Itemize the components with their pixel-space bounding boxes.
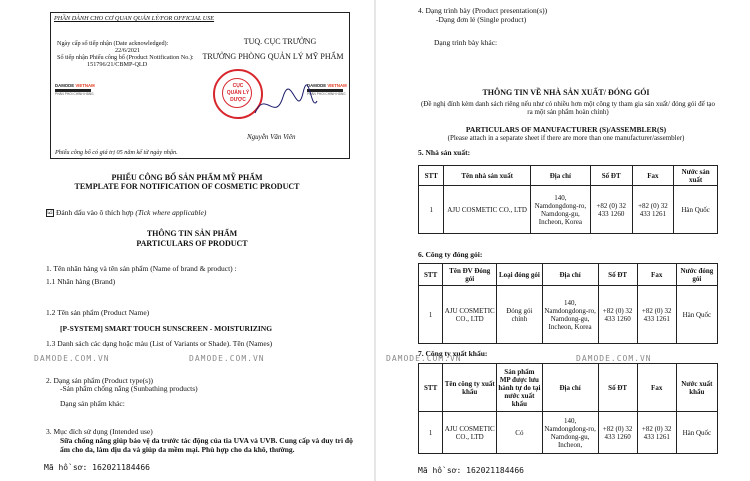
t5-cell-country: Hàn Quốc <box>674 186 718 234</box>
official-use-box <box>50 12 350 159</box>
item-2-other: Dạng sản phẩm khác: <box>60 399 125 408</box>
t7-cell-country: Hàn Quốc <box>676 412 717 454</box>
section-manufacturer-note: (Đề nghị đính kèm danh sách riêng nếu như có nhiều hơn một công ty tham gia sản xuất/ đóng gói để tạo ra một sản phẩm hoàn chỉnh) <box>420 100 716 116</box>
item-4-value: -Dạng đơn lẻ (Single product) <box>436 15 527 24</box>
validity-note: Phiếu công bố có giá trị 05 năm kể từ ngày nhận. <box>55 149 178 156</box>
t6-cell-stt: 1 <box>419 286 443 344</box>
table-row <box>419 186 718 234</box>
t7-header-country: Nước xuất khẩu <box>676 364 717 412</box>
product-name: [P-SYSTEM] SMART TOUCH SUNSCREEN - MOISTURIZING <box>60 324 273 333</box>
watermark-1: DAMODE.COM.VN <box>34 354 110 363</box>
t5-cell-phone: +82 (0) 32 433 1260 <box>590 186 632 234</box>
t5-cell-address: 140, Namdongdong-ro, Namdong-gu, Incheon, Korea <box>530 186 590 234</box>
signature-scribble <box>251 83 321 127</box>
t5-cell-name: AJU COSMETIC CO., LTD <box>444 186 530 234</box>
checkbox-icon: ☑ <box>47 210 53 217</box>
t6-header-address: Địa chỉ <box>542 264 598 286</box>
t7-header-address: Địa chỉ <box>542 364 598 412</box>
t7-cell-name: AJU COSMETIC CO., LTD <box>443 412 497 454</box>
check-note-en: (Tick where applicable) <box>135 208 207 217</box>
t5-header-fax: Fax <box>632 166 674 186</box>
logo-accent: VIETNAM <box>75 83 95 88</box>
section-product-vi: THÔNG TIN SẢN PHẨM <box>146 229 238 238</box>
left-page <box>0 0 374 481</box>
item-1-2: 1.2 Tên sản phẩm (Product Name) <box>46 308 150 317</box>
t6-cell-type: Đóng gói chính <box>497 286 542 344</box>
t7-header-freesale: Sản phẩm MP được lưu hành tự do tại nước xuất khẩu <box>497 364 542 412</box>
ack-date: 22/6/2021 <box>115 47 141 54</box>
logo-sub: PHÂN PHỐI CHÍNH HÃNG <box>55 92 94 96</box>
t5-cell-stt: 1 <box>419 186 444 234</box>
ack-label: Ngày cấp số tiếp nhận (Date acknowledged): <box>57 40 169 47</box>
section-manufacturer-vi: THÔNG TIN VỀ NHÀ SẢN XUẤT/ ĐÓNG GÓI <box>482 88 650 97</box>
t7-cell-fax: +82 (0) 32 433 1261 <box>637 412 676 454</box>
sign-title-2: TRƯỞNG PHÒNG QUẢN LÝ MỸ PHẨM <box>202 52 344 61</box>
t6-cell-country: Hàn Quốc <box>676 286 717 344</box>
packager-table <box>418 263 718 344</box>
t5-header-country: Nước sản xuất <box>674 166 718 186</box>
t6-header-fax: Fax <box>637 264 676 286</box>
seal-line-3: DƯỢC <box>230 97 246 103</box>
t7-cell-phone: +82 (0) 32 433 1260 <box>598 412 637 454</box>
seal-line-2: QUẢN LÝ <box>226 90 250 96</box>
item-1: 1. Tên nhãn hàng và tên sản phẩm (Name of brand & product) : <box>46 264 237 273</box>
section-manufacturer-en-note: (Please attach in a separate sheet if there are more than one manufacturer/assembler) <box>447 134 685 142</box>
item-2: 2. Dạng sản phẩm (Product type(s)) <box>46 376 154 385</box>
table-row <box>419 286 718 344</box>
t5-header-name: Tên nhà sản xuất <box>444 166 530 186</box>
section-product-en: PARTICULARS OF PRODUCT <box>136 239 248 248</box>
sign-title-1: TUQ. CỤC TRƯỞNG <box>243 37 317 46</box>
item-4-other: Dạng trình bày khác: <box>434 38 498 47</box>
item-2-value: -Sản phẩm chống nắng (Sunbathing products) <box>60 384 198 393</box>
t5-header-stt: STT <box>419 166 444 186</box>
t7-header-stt: STT <box>419 364 443 412</box>
logo-brand: DAMODE <box>55 83 75 88</box>
t6-cell-address: 140, Namdongdong-ro, Namdong-gu, Incheon, Korea <box>542 286 598 344</box>
t6-cell-name: AJU COSMETIC CO., LTD <box>443 286 497 344</box>
signature-name: Nguyễn Văn Viên <box>247 133 296 141</box>
t6-header-type: Loại đóng gói <box>497 264 542 286</box>
t6-header-name: Tên ĐV Đóng gói <box>443 264 497 286</box>
manufacturer-table <box>418 165 718 234</box>
intended-use: Sữa chống nắng giúp bảo vệ da trước tác động của tia UVA và UVB. Cung cấp và duy trì độ ẩm cho da, làm dịu da và giúp da mềm mại. Phù hợp cho da khô, thường. <box>60 436 353 454</box>
watermark-3: DAMODE.COM.VN <box>386 354 462 363</box>
t6-cell-fax: +82 (0) 32 433 1261 <box>637 286 676 344</box>
exporter-table <box>418 363 718 454</box>
t5-header-address: Địa chỉ <box>530 166 590 186</box>
t5-cell-fax: +82 (0) 32 433 1261 <box>632 186 674 234</box>
t5-header-phone: Số ĐT <box>590 166 632 186</box>
t7-cell-address: 140, Namdongdong-ro, Namdong-gu, Incheon, <box>542 412 598 454</box>
title-en: TEMPLATE FOR NOTIFICATION OF COSMETIC PRODUCT <box>74 182 300 191</box>
item-1-1: 1.1 Nhãn hàng (Brand) <box>46 277 116 286</box>
file-number-left: Mã hồ sơ: 162021184466 <box>44 463 150 472</box>
notif-number: 151796/21/CBMP-QLD <box>87 61 148 68</box>
watermark-2: DAMODE.COM.VN <box>189 354 265 363</box>
t7-header-phone: Số ĐT <box>598 364 637 412</box>
notif-label: Số tiếp nhận Phiếu công bố (Product Notification No.): <box>57 54 194 61</box>
table-row <box>419 412 718 454</box>
title-vi: PHIẾU CÔNG BỐ SẢN PHẨM MỸ PHẨM <box>111 173 263 182</box>
t7-cell-stt: 1 <box>419 412 443 454</box>
t7-cell-freesale: Có <box>497 412 542 454</box>
check-note-row <box>46 208 206 217</box>
t6-header-country: Nước đóng gói <box>676 264 717 286</box>
seal-line-1: CỤC <box>232 83 244 89</box>
t7-header-fax: Fax <box>637 364 676 412</box>
item-5: 5. Nhà sản xuất: <box>418 148 471 157</box>
t7-header-name: Tên công ty xuất khẩu <box>443 364 497 412</box>
t6-cell-phone: +82 (0) 32 433 1260 <box>598 286 637 344</box>
t6-header-phone: Số ĐT <box>598 264 637 286</box>
item-3: 3. Mục đích sử dụng (Intended use) <box>46 427 153 436</box>
watermark-4: DAMODE.COM.VN <box>576 354 652 363</box>
t6-header-stt: STT <box>419 264 443 286</box>
check-note: Đánh dấu vào ô thích hợp <box>56 208 134 217</box>
item-7: 7. Công ty xuất khẩu: <box>418 349 488 358</box>
official-use-header: PHẦN DÀNH CHO CƠ QUAN QUẢN LÝ/FOR OFFICIAL USE <box>54 15 215 22</box>
damode-logo-right: DAMODE VIETNAM PHÂN PHỐI CHÍNH HÃNG <box>307 83 347 96</box>
item-6: 6. Công ty đóng gói: <box>418 250 483 259</box>
item-4: 4. Dạng trình bày (Product presentation(s)) <box>418 6 548 15</box>
section-manufacturer-en: PARTICULARS OF MANUFACTURER (S)/ASSEMBLER(S) <box>465 125 667 134</box>
damode-logo-left <box>55 83 95 96</box>
item-1-3: 1.3 Danh sách các dạng hoặc màu (List of Variants or Shade). Tên (Names) <box>46 339 273 348</box>
file-number-right: Mã hồ sơ: 162021184466 <box>418 466 524 475</box>
right-page <box>376 0 750 481</box>
